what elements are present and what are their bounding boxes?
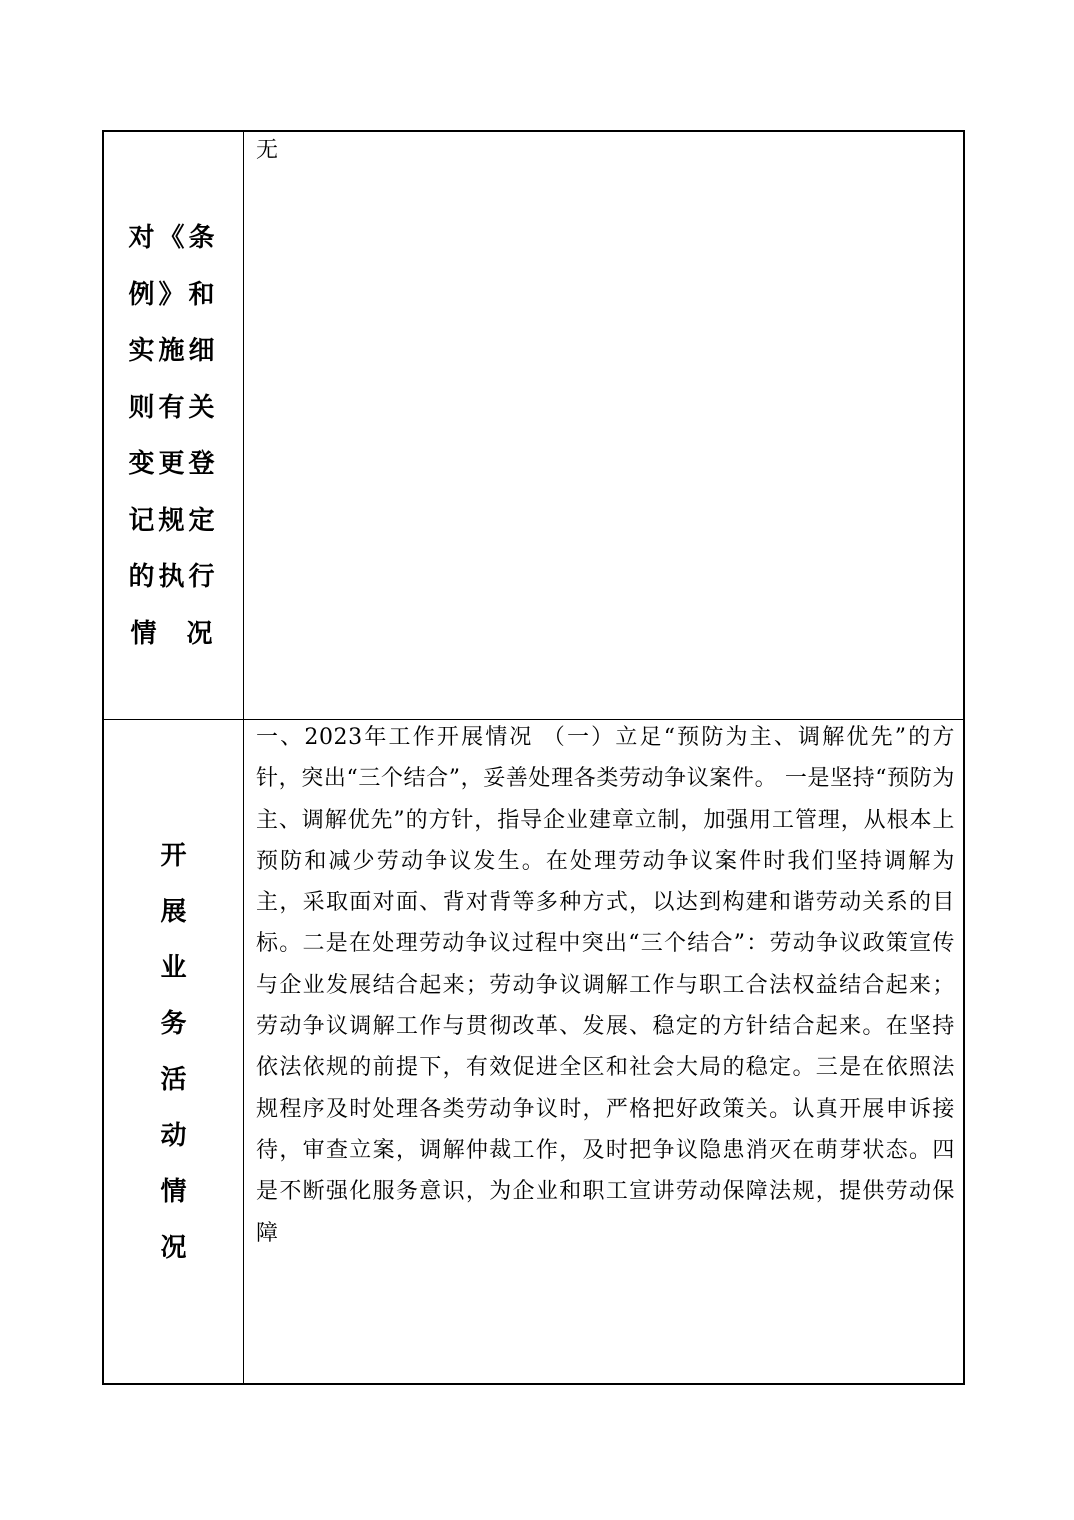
change-registration-content: 无 — [256, 138, 279, 163]
label-line: 动 — [160, 1121, 187, 1151]
label-line: 业 — [160, 953, 187, 983]
business-activities-content: 一、2023年工作开展情况 （一）立足“预防为主、调解优先”的方针，突出“三个结合”，妥善处理各类劳动争议案件。 一是坚持“预防为主、调解优先”的方针，指导企业建章立制，加强用工管理，从根本上预防和减少劳动争议发生。在处理劳动争议案件时我们坚持调解为主，采取面对面、背对背等多种方式，以达到构建和谐劳动关系的目标。二是在处理劳动争议过程中突出“三个结合”：劳动争议政策宣传与企业发展结合起来；劳动争议调解工作与职工合法权益结合起来；劳动争议调解工作与贯彻改革、发展、稳定的方针结合起来。在坚持依法依规的前提下，有效促进全区和社会大局的稳定。三是在依照法规程序及时处理各类劳动争议时，严格把好政策关。认真开展申诉接待，审查立案，调解仲裁工作，及时把争议隐患消灭在萌芽状态。四是不断强化服务意识，为企业和职工宣讲劳动保障法规，提供劳动保障 — [256, 725, 955, 1246]
label-line: 情 — [160, 1177, 187, 1207]
table-row-change-registration — [104, 132, 963, 720]
label-cell-business-activities — [104, 720, 244, 1385]
label-line: 例》和 — [128, 279, 219, 310]
label-cell-change-registration — [104, 132, 244, 719]
label-line: 的执行 — [128, 562, 219, 592]
row-label-business-activities — [104, 828, 243, 1276]
row-label-change-registration — [104, 210, 243, 662]
label-line: 开 — [160, 841, 187, 871]
report-table — [102, 130, 965, 1385]
table-row-business-activities — [104, 720, 963, 1385]
label-line: 况 — [160, 1233, 187, 1263]
label-line: 实施细 — [128, 336, 219, 366]
label-line: 活 — [160, 1065, 187, 1095]
content-cell-business-activities — [244, 720, 963, 1385]
label-line: 情 况 — [130, 618, 217, 649]
label-line: 对《条 — [128, 223, 219, 253]
label-line: 变更登 — [128, 449, 219, 479]
label-line: 展 — [160, 897, 187, 927]
label-line: 则有关 — [128, 392, 219, 423]
content-cell-change-registration — [244, 132, 963, 719]
label-line: 务 — [160, 1009, 187, 1039]
label-line: 记规定 — [128, 505, 219, 536]
